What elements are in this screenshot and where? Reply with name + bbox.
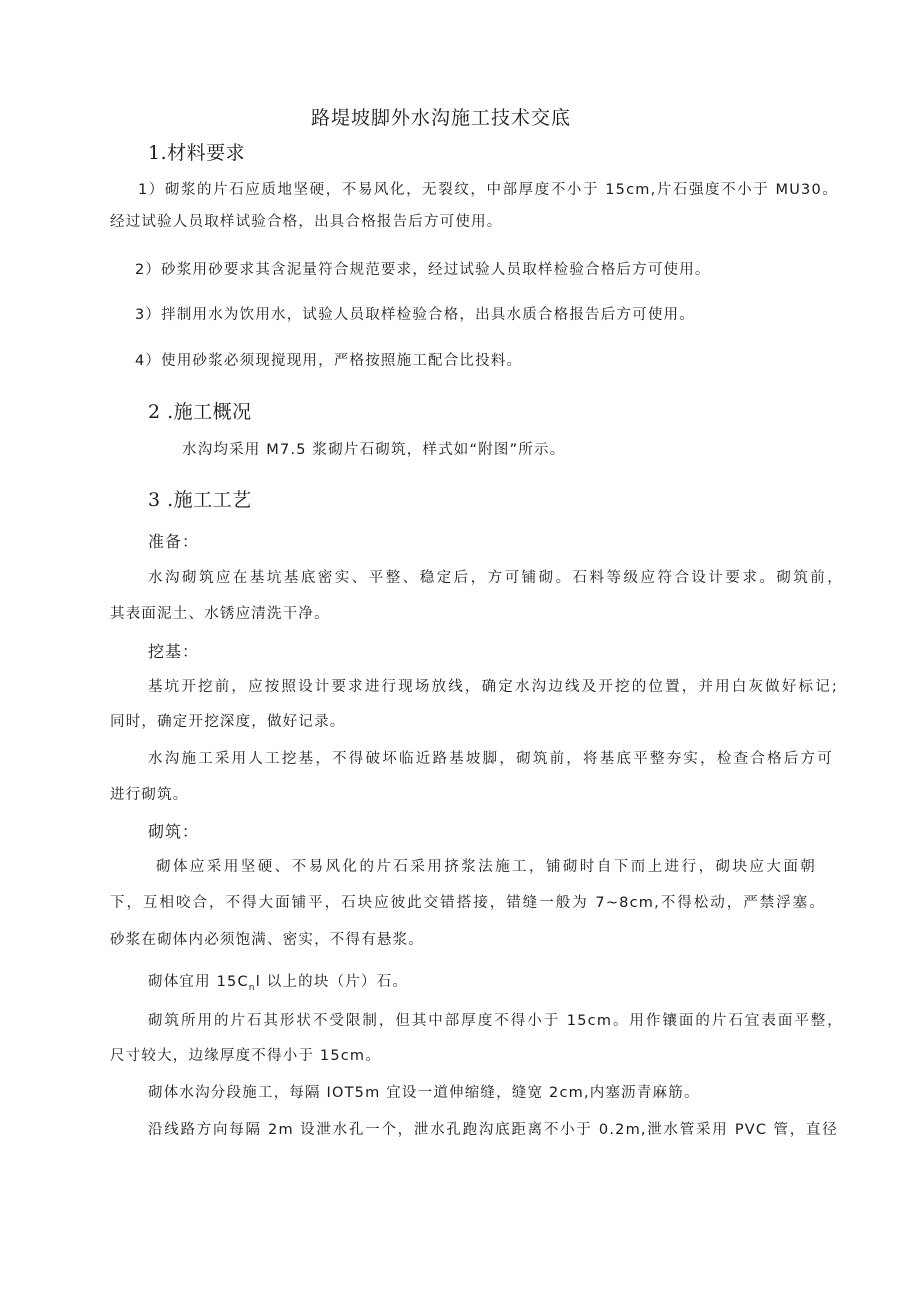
excavation-para-1-line-1: 基坑开挖前，应按照设计要求进行现场放线，确定水沟边线及开挖的位置，并用白灰做好标记; <box>148 679 838 695</box>
excavation-para-1-line-2: 同时，确定开挖深度，做好记录。 <box>110 714 346 730</box>
masonry-para-1-line-1: 砌体应采用坚硬、不易风化的片石采用挤浆法施工，铺砌时自下而上进行，砌块应大面朝 <box>156 859 816 875</box>
masonry-para-4: 砌体水沟分段施工，每隔 IOT5m 宜设一道伸缩缝，缝宽 2cm,内塞沥青麻筋。 <box>148 1085 700 1101</box>
section-heading-process: 3 .施工工艺 <box>148 489 252 511</box>
section-heading-overview: 2 .施工概况 <box>148 401 252 423</box>
materials-item-1-line-1: 1）砌浆的片石应质地坚硬，不易风化，无裂纹，中部厚度不小于 15cm,片石强度不小于 MU30。 <box>138 182 838 198</box>
masonry-para-2-subscript: n <box>248 982 256 993</box>
masonry-para-3-line-2: 尺寸较大，边缘厚度不得小于 15cm。 <box>110 1048 381 1064</box>
masonry-para-1-line-3: 砂浆在砌体内必须饱满、密实，不得有悬浆。 <box>110 932 424 948</box>
overview-paragraph: 水沟均采用 M7.5 浆砌片石砌筑，样式如“附图”所示。 <box>182 442 566 458</box>
subheading-masonry: 砌筑： <box>148 822 200 841</box>
masonry-para-1-line-2: 下，互相咬合，不得大面铺平，石块应彼此交错搭接，错缝一般为 7~8cm,不得松动，严禁浮塞。 <box>110 895 825 911</box>
preparation-line-2: 其表面泥土、水锈应清洗干净。 <box>110 606 330 622</box>
materials-item-4: 4）使用砂浆必须现搅现用，严格按照施工配合比投料。 <box>135 353 523 369</box>
masonry-para-2-text-a: 砌体宜用 15C <box>148 974 249 990</box>
page-title: 路堤坡脚外水沟施工技术交底 <box>311 107 572 129</box>
materials-item-2: 2）砂浆用砂要求其含泥量符合规范要求，经过试验人员取样检验合格后方可使用。 <box>135 262 711 278</box>
excavation-para-2-line-1: 水沟施工采用人工挖基，不得破坏临近路基坡脚，砌筑前，将基底平整夯实，检查合格后方可 <box>148 751 833 767</box>
preparation-line-1: 水沟砌筑应在基坑基底密实、平整、稳定后，方可铺砌。石料等级应符合设计要求。砌筑前， <box>148 570 843 586</box>
section-heading-materials: 1.材料要求 <box>148 142 246 164</box>
masonry-para-2 <box>148 972 408 998</box>
materials-item-3: 3）拌制用水为饮用水，试验人员取样检验合格，出具水质合格报告后方可使用。 <box>135 307 695 323</box>
masonry-para-5: 沿线路方向每隔 2m 设泄水孔一个，泄水孔跑沟底距离不小于 0.2m,泄水管采用 PVC 管，直径 <box>148 1122 838 1138</box>
subheading-excavation: 挖基： <box>148 642 200 661</box>
subheading-preparation: 准备： <box>148 532 200 551</box>
masonry-para-3-line-1: 砌筑所用的片石其形状不受限制，但其中部厚度不得小于 15cm。用作镶面的片石宜表面平整， <box>148 1013 843 1029</box>
materials-item-1-line-2: 经过试验人员取样试验合格，出具合格报告后方可使用。 <box>110 214 503 230</box>
masonry-para-2-text-b: l 以上的块（片）石。 <box>255 974 409 990</box>
excavation-para-2-line-2: 进行砌筑。 <box>110 787 189 803</box>
